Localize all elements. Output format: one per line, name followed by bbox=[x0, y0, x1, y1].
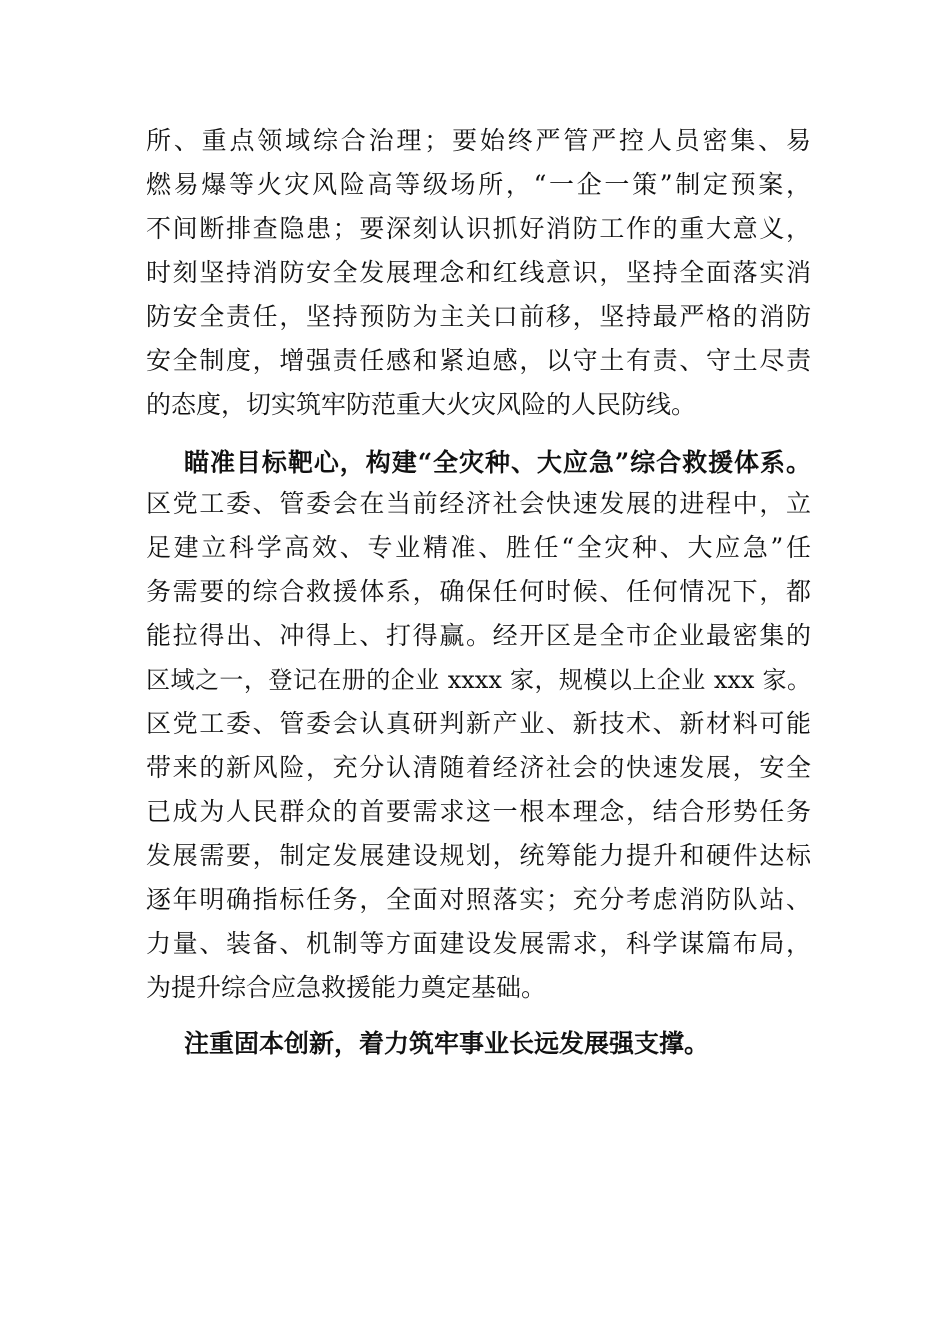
section-heading: 注重固本创新，着力筑牢事业长远发展强支撑。 bbox=[184, 1029, 710, 1058]
paragraph-line: 务需要的综合救援体系，确保任何时候、任何情况下，都 bbox=[146, 577, 811, 606]
paragraph-line: 安全制度，增强责任感和紧迫感，以守土有责、守土尽责 bbox=[146, 346, 811, 375]
section-heading: 瞄准目标靶心，构建“全灾种、大应急”综合救援体系。 bbox=[184, 448, 811, 477]
paragraph-line: 发展需要，制定发展建设规划，统筹能力提升和硬件达标 bbox=[146, 841, 811, 870]
paragraph-line: 的态度，切实筑牢防范重大火灾风险的人民防线。 bbox=[146, 390, 697, 419]
paragraph-line: 力量、装备、机制等方面建设发展需求，科学谋篇布局， bbox=[146, 929, 811, 958]
paragraph-line: 区域之一，登记在册的企业 xxxx 家，规模以上企业 xxx 家。 bbox=[146, 666, 811, 694]
paragraph-line: 区党工委、管委会认真研判新产业、新技术、新材料可能 bbox=[146, 709, 811, 738]
paragraph-line: 时刻坚持消防安全发展理念和红线意识，坚持全面落实消 bbox=[146, 258, 811, 287]
paragraph-line: 所、重点领域综合治理；要始终严管严控人员密集、易 bbox=[146, 126, 811, 155]
paragraph-line: 为提升综合应急救援能力奠定基础。 bbox=[146, 973, 547, 1002]
paragraph-line: 能拉得出、冲得上、打得赢。经开区是全市企业最密集的 bbox=[146, 621, 811, 650]
paragraph-line: 防安全责任，坚持预防为主关口前移，坚持最严格的消防 bbox=[146, 302, 811, 331]
paragraph-line: 区党工委、管委会在当前经济社会快速发展的进程中，立 bbox=[146, 489, 811, 518]
paragraph-line: 带来的新风险，充分认清随着经济社会的快速发展，安全 bbox=[146, 753, 811, 782]
paragraph-line: 不间断排查隐患；要深刻认识抓好消防工作的重大意义， bbox=[146, 214, 811, 243]
paragraph-line: 足建立科学高效、专业精准、胜任“全灾种、大应急”任 bbox=[146, 533, 811, 562]
paragraph-line: 燃易爆等火灾风险高等级场所，“一企一策”制定预案， bbox=[146, 170, 811, 199]
paragraph-line: 已成为人民群众的首要需求这一根本理念，结合形势任务 bbox=[146, 797, 811, 826]
paragraph-line: 逐年明确指标任务，全面对照落实；充分考虑消防队站、 bbox=[146, 885, 811, 914]
